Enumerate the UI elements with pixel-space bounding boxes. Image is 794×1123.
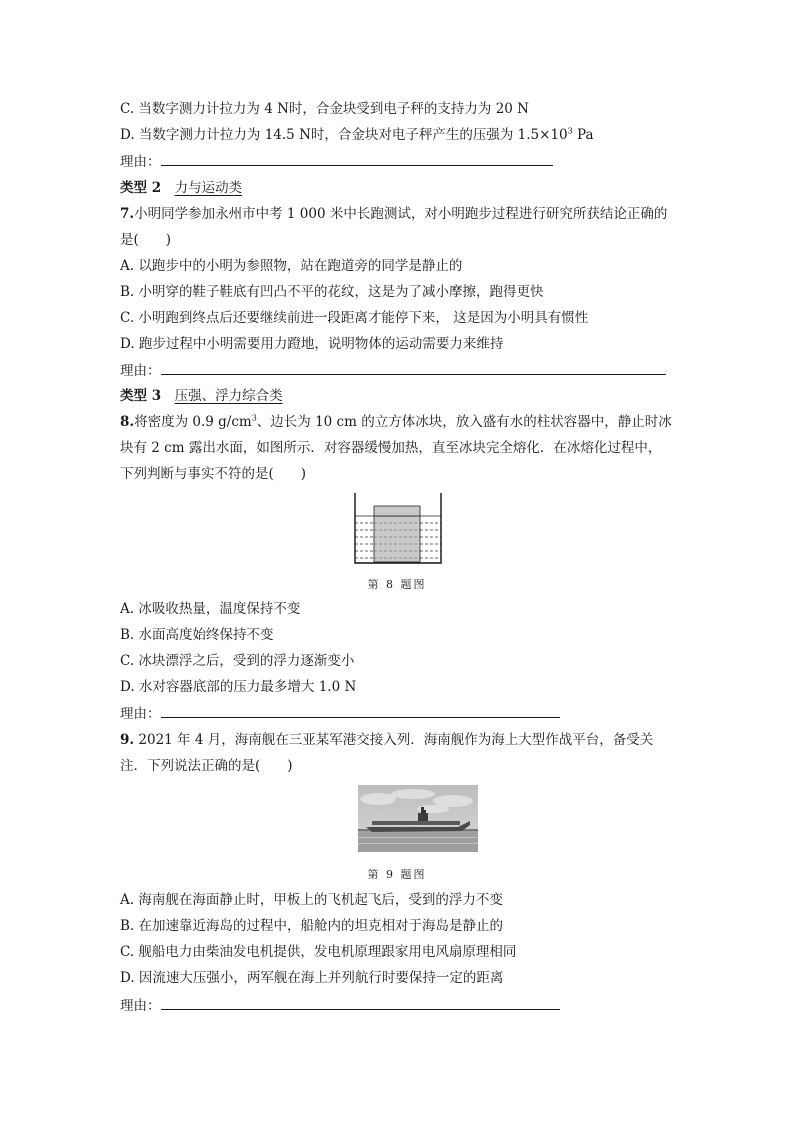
q8-reason-line — [120, 704, 560, 723]
q7-reason-line — [120, 361, 666, 380]
q7-reason-label: 理由： — [120, 363, 161, 379]
q8-option-c: C. 冰块漂浮之后，受到的浮力逐渐变小 — [120, 653, 355, 669]
q6-reason-blank[interactable] — [161, 152, 553, 166]
q6-reason-line — [120, 152, 553, 171]
q9-warship-photo — [358, 785, 478, 852]
q8-stem-line2: 块有 2 cm 露出水面，如图所示．对容器缓慢加热，直至冰块完全熔化．在冰熔化过程中， — [120, 440, 662, 456]
q6-option-d-exponent: 3 — [567, 126, 573, 136]
q8-stem-line1 — [120, 413, 672, 431]
q9-stem1: 2021 年 4 月，海南舰在三亚某军港交接入列．海南舰作为海上大型作战平台，备受关 — [134, 732, 654, 748]
q8-stem1b: 、边长为 10 cm 的立方体冰块，放入盛有水的柱状容器中，静止时冰 — [256, 414, 672, 430]
q7-stem1: 小明同学参加永州市中考 1 000 米中长跑测试，对小明跑步过程进行研究所获结论正确的 — [134, 206, 668, 222]
q6-option-d-text: D. 当数字测力计拉力为 14.5 N时，合金块对电子秤产生的压强为 1.5×10 — [120, 127, 568, 143]
q7-stem-line1 — [120, 205, 667, 223]
q9-option-d: D. 因流速大压强小，两军舰在海上并列航行时要保持一定的距离 — [120, 970, 504, 986]
q8-reason-blank[interactable] — [161, 704, 560, 718]
q9-option-a: A. 海南舰在海面静止时，甲板上的飞机起飞后，受到的浮力不变 — [120, 892, 503, 908]
q8-option-b: B. 水面高度始终保持不变 — [120, 627, 274, 643]
q9-reason-line — [120, 996, 560, 1015]
q8-option-a: A. 冰吸收热量，温度保持不变 — [120, 601, 301, 617]
q9-stem-line1 — [120, 731, 653, 749]
q9-option-c: C. 舰船电力由柴油发电机提供，发电机原理跟家用电风扇原理相同 — [120, 944, 517, 960]
q9-reason-blank[interactable] — [161, 996, 560, 1010]
q9-figure-caption: 第 9 题图 — [367, 868, 427, 881]
type2-title: 力与运动类 — [174, 180, 243, 196]
q9-option-b: B. 在加速靠近海岛的过程中，船舱内的坦克相对于海岛是静止的 — [120, 918, 504, 934]
q6-option-c: C. 当数字测力计拉力为 4 N时，合金块受到电子秤的支持力为 20 N — [120, 101, 529, 117]
q8-figure-caption: 第 8 题图 — [367, 578, 427, 591]
q7-stem-line2: 是( ) — [120, 232, 172, 248]
q8-stem-line3: 下列判断与事实不符的是( ) — [120, 466, 307, 482]
q9-reason-label: 理由： — [120, 998, 161, 1014]
type3-label: 类型 3 — [120, 388, 162, 404]
q8-stem1-exponent: 3 — [251, 413, 257, 423]
q7-option-b: B. 小明穿的鞋子鞋底有凹凸不平的花纹，这是为了减小摩擦，跑得更快 — [120, 284, 544, 300]
q8-number: 8. — [120, 414, 135, 430]
ice-cube-above-water — [374, 506, 420, 516]
q6-option-d-unit: Pa — [572, 127, 594, 143]
type2-heading — [120, 179, 242, 197]
ship-island — [418, 813, 428, 821]
type3-heading — [120, 387, 283, 405]
flight-deck — [372, 821, 460, 825]
q6-option-d — [120, 126, 594, 144]
q8-reason-label: 理由： — [120, 706, 161, 722]
q7-number: 7. — [120, 206, 135, 222]
q8-container-figure — [354, 492, 442, 564]
type3-title: 压强、浮力综合类 — [174, 388, 283, 404]
q7-option-d: D. 跑步过程中小明需要用力蹬地，说明物体的运动需要力来维持 — [120, 336, 504, 352]
q9-stem-line2: 注．下列说法正确的是( ) — [120, 758, 293, 774]
q6-reason-label: 理由： — [120, 154, 161, 170]
type2-label: 类型 2 — [120, 180, 162, 196]
q7-option-c: C. 小明跑到终点后还要继续前进一段距离才能停下来， 这是因为小明具有惯性 — [120, 310, 589, 326]
q8-option-d: D. 水对容器底部的压力最多增大 1.0 N — [120, 679, 357, 695]
q8-stem1a: 将密度为 0.9 g/cm — [134, 414, 252, 430]
q7-reason-blank[interactable] — [161, 361, 666, 375]
q9-number: 9. — [120, 732, 135, 748]
q7-option-a: A. 以跑步中的小明为参照物，站在跑道旁的同学是静止的 — [120, 258, 463, 274]
sea — [358, 829, 478, 852]
